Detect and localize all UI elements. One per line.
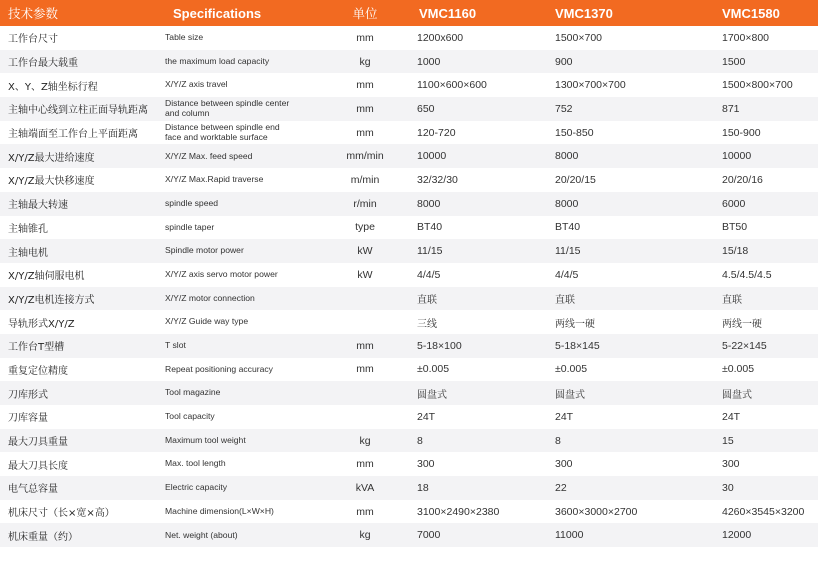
spec-value-model-2: 11000 [555, 529, 584, 542]
spec-value-model-1: 11/15 [417, 245, 443, 258]
spec-name-cn: 导轨形式X/Y/Z [8, 318, 75, 330]
spec-value-model-2: 150-850 [555, 126, 594, 139]
spec-value-model-3: 6000 [722, 197, 746, 210]
spec-value-model-2: 两线一硬 [555, 318, 595, 330]
spec-value-model-3: 1700×800 [722, 31, 770, 44]
spec-unit: mm/min [346, 150, 384, 163]
spec-value-model-1: 5-18×100 [417, 339, 462, 352]
spec-unit: kg [359, 55, 371, 68]
spec-unit: kW [357, 268, 373, 281]
spec-value-model-3: 20/20/16 [722, 173, 763, 186]
spec-value-model-1: 650 [417, 102, 435, 115]
spec-value-model-1: 24T [417, 410, 436, 423]
spec-unit: mm [356, 79, 374, 92]
spec-value-model-2: 20/20/15 [555, 173, 596, 186]
table-row [0, 168, 818, 192]
spec-value-model-2: 4/4/5 [555, 268, 579, 281]
table-row [0, 192, 818, 216]
spec-value-model-1: 4/4/5 [417, 268, 441, 281]
spec-name-en [165, 310, 315, 334]
spec-name-en [165, 239, 315, 263]
spec-name-cn: 电气总容量 [8, 484, 58, 496]
spec-unit: kg [359, 434, 371, 447]
spec-unit: mm [356, 505, 374, 518]
spec-name-en [165, 216, 315, 240]
table-row [0, 500, 818, 524]
spec-value-model-3: 15 [722, 434, 734, 447]
spec-name-en-line: Electric capacity [165, 482, 228, 493]
header-model-1: VMC1160 [419, 5, 477, 21]
spec-value-model-1: 32/32/30 [417, 173, 458, 186]
spec-unit [315, 381, 415, 405]
table-row [0, 216, 818, 240]
spec-value-model-2: 752 [555, 102, 573, 115]
spec-name-cn: 工作台尺寸 [8, 34, 58, 46]
spec-name-en [165, 26, 315, 50]
spec-value-model-2: 8 [555, 434, 561, 447]
spec-value-model-1: 10000 [417, 150, 447, 163]
spec-name-cn: X/Y/Z电机连接方式 [8, 294, 95, 306]
spec-name-cn: 最大刀具重量 [8, 437, 68, 449]
table-row [0, 239, 818, 263]
spec-name-en [165, 476, 315, 500]
spec-name-en-line: X/Y/Z Max. feed speed [165, 150, 253, 161]
spec-value-model-2: 900 [555, 55, 573, 68]
table-row [0, 73, 818, 97]
spec-name-en-line: Tool magazine [165, 387, 221, 398]
spec-name-en [165, 452, 315, 476]
spec-name-en-line: Spindle motor power [165, 245, 244, 256]
spec-value-model-2: 直联 [555, 294, 575, 306]
spec-name-cn: X、Y、Z轴坐标行程 [8, 81, 98, 93]
spec-value-model-1: 3100×2490×2380 [417, 505, 500, 518]
spec-name-en-line: Distance between spindle end [165, 122, 280, 133]
spec-value-model-3: 300 [722, 458, 740, 471]
header-en-label: Specifications [173, 5, 262, 21]
spec-name-cn: 机床尺寸（长×宽×高） [8, 508, 115, 520]
spec-name-en [165, 334, 315, 358]
spec-unit [315, 310, 415, 334]
spec-unit: kW [357, 245, 373, 258]
header-row [0, 0, 818, 26]
spec-name-en-line: Maximum tool weight [165, 434, 246, 445]
spec-value-model-3: 4260×3545×3200 [722, 505, 805, 518]
spec-name-cn: 主轴中心线到立柱正面导轨距离 [8, 105, 148, 117]
spec-value-model-2: BT40 [555, 221, 581, 234]
table-row [0, 334, 818, 358]
spec-value-model-1: 18 [417, 481, 429, 494]
spec-value-model-1: 三线 [417, 318, 437, 330]
table-body [0, 26, 818, 547]
spec-value-model-1: 圆盘式 [417, 389, 447, 401]
spec-value-model-1: 1100×600×600 [417, 79, 487, 92]
spec-name-cn: 机床重量（约） [8, 531, 78, 543]
spec-value-model-3: BT50 [722, 221, 748, 234]
spec-value-model-2: 圆盘式 [555, 389, 585, 401]
spec-value-model-3: ±0.005 [722, 363, 755, 376]
spec-name-en-line: the maximum load capacity [165, 55, 270, 66]
header-cn-label: 技术参数 [8, 6, 59, 21]
spec-name-en-line: T slot [165, 340, 186, 351]
spec-unit: kVA [355, 481, 375, 494]
spec-value-model-3: 24T [722, 410, 741, 423]
table-row [0, 50, 818, 74]
spec-value-model-3: 871 [722, 102, 740, 115]
spec-value-model-2: 22 [555, 481, 567, 494]
spec-name-cn: 刀库形式 [8, 389, 48, 401]
spec-name-en [165, 144, 315, 168]
spec-value-model-1: 300 [417, 458, 435, 471]
spec-unit: r/min [353, 197, 377, 210]
spec-name-en-line: Max. tool length [165, 458, 226, 469]
table-row [0, 26, 818, 50]
spec-unit [315, 287, 415, 311]
spec-name-en [165, 263, 315, 287]
spec-value-model-1: 直联 [417, 294, 437, 306]
spec-name-en-line: Net. weight (about) [165, 529, 238, 540]
spec-value-model-2: 1300×700×700 [555, 79, 626, 92]
spec-value-model-1: 1200x600 [417, 31, 464, 44]
spec-value-model-2: 8000 [555, 150, 579, 163]
spec-value-model-2: 8000 [555, 197, 579, 210]
spec-unit: mm [356, 31, 374, 44]
spec-value-model-2: 300 [555, 458, 573, 471]
spec-name-cn: 主轴端面至工作台上平面距离 [8, 129, 138, 141]
spec-value-model-3: 5-22×145 [722, 339, 767, 352]
header-model-3: VMC1580 [722, 5, 780, 21]
spec-name-cn: 工作台最大载重 [8, 58, 78, 70]
spec-name-en-line: Machine dimension(L×W×H) [165, 505, 274, 516]
spec-name-cn: X/Y/Z轴伺服电机 [8, 271, 85, 283]
spec-value-model-1: 8000 [417, 197, 441, 210]
spec-name-en-line: spindle speed [165, 197, 219, 208]
spec-value-model-3: 1500×800×700 [722, 79, 793, 92]
spec-value-model-2: ±0.005 [555, 363, 588, 376]
spec-value-model-2: 11/15 [555, 245, 581, 258]
spec-name-en-line: X/Y/Z Guide way type [165, 316, 249, 327]
spec-value-model-2: 3600×3000×2700 [555, 505, 638, 518]
spec-name-en-line: Distance between spindle center [165, 98, 290, 109]
spec-name-en [165, 287, 315, 311]
spec-unit: mm [356, 126, 374, 139]
spec-name-cn: 主轴最大转速 [8, 200, 68, 212]
spec-name-en [165, 168, 315, 192]
spec-value-model-3: 直联 [722, 294, 742, 306]
spec-value-model-1: 1000 [417, 55, 441, 68]
spec-name-en-line: Table size [165, 32, 204, 43]
table-row [0, 523, 818, 547]
spec-name-en [165, 121, 315, 145]
spec-name-en [165, 500, 315, 524]
spec-name-cn: 主轴电机 [8, 247, 48, 259]
spec-value-model-3: 30 [722, 481, 734, 494]
spec-name-cn: 最大刀具长度 [8, 460, 68, 472]
spec-value-model-3: 12000 [722, 529, 752, 542]
spec-value-model-3: 15/18 [722, 245, 749, 258]
spec-name-en-line: X/Y/Z axis servo motor power [165, 268, 278, 279]
spec-name-en [165, 429, 315, 453]
spec-name-cn: 重复定位精度 [8, 365, 68, 377]
table-row [0, 263, 818, 287]
spec-name-en-line: X/Y/Z axis travel [165, 79, 228, 90]
spec-value-model-2: 5-18×145 [555, 339, 600, 352]
spec-name-en [165, 50, 315, 74]
spec-value-model-1: 120-720 [417, 126, 456, 139]
spec-value-model-1: 7000 [417, 529, 441, 542]
spec-name-en-line: Repeat positioning accuracy [165, 363, 273, 374]
spec-name-cn: 刀库容量 [8, 413, 48, 425]
spec-unit: m/min [350, 173, 380, 186]
spec-unit [315, 405, 415, 429]
spec-unit: mm [356, 363, 374, 376]
spec-unit: mm [356, 458, 374, 471]
table-row [0, 452, 818, 476]
spec-value-model-3: 4.5/4.5/4.5 [722, 268, 772, 281]
spec-unit: mm [356, 102, 374, 115]
table-row [0, 310, 818, 334]
spec-name-en [165, 405, 315, 429]
spec-value-model-3: 150-900 [722, 126, 761, 139]
spec-name-en-line: spindle taper [165, 221, 215, 232]
table-row [0, 381, 818, 405]
spec-unit: type [355, 221, 375, 234]
spec-name-en [165, 192, 315, 216]
spec-value-model-3: 圆盘式 [722, 389, 752, 401]
table-header [0, 0, 818, 26]
table-row [0, 429, 818, 453]
spec-name-en [165, 381, 315, 405]
spec-value-model-3: 1500 [722, 55, 746, 68]
spec-name-en-line: X/Y/Z motor connection [165, 292, 255, 303]
spec-unit: mm [356, 339, 374, 352]
spec-value-model-1: 8 [417, 434, 423, 447]
table-row [0, 287, 818, 311]
table-row [0, 121, 818, 145]
spec-name-en-line: face and worktable surface [165, 131, 268, 142]
spec-name-en [165, 523, 315, 547]
spec-name-cn: 工作台T型槽 [8, 342, 65, 354]
spec-name-cn: 主轴锥孔 [8, 223, 48, 235]
spec-name-en [165, 73, 315, 97]
spec-name-en-line: Tool capacity [165, 411, 215, 422]
spec-name-cn: X/Y/Z最大进给速度 [8, 152, 95, 164]
spec-name-en [165, 358, 315, 382]
table-row [0, 358, 818, 382]
spec-value-model-2: 1500×700 [555, 31, 603, 44]
spec-value-model-2: 24T [555, 410, 574, 423]
header-model-2: VMC1370 [555, 5, 613, 21]
spec-unit: kg [359, 529, 371, 542]
spec-name-en-line: X/Y/Z Max.Rapid traverse [165, 174, 264, 185]
table-row [0, 476, 818, 500]
spec-name-cn: X/Y/Z最大快移速度 [8, 176, 95, 188]
spec-value-model-1: ±0.005 [417, 363, 450, 376]
table-row [0, 405, 818, 429]
spec-value-model-3: 10000 [722, 150, 752, 163]
spec-value-model-1: BT40 [417, 221, 443, 234]
header-unit-label: 单位 [352, 6, 378, 21]
table-row [0, 97, 818, 121]
spec-name-en [165, 97, 315, 121]
table-row [0, 144, 818, 168]
spec-name-en-line: and column [165, 107, 210, 118]
spec-value-model-3: 两线一硬 [722, 318, 762, 330]
